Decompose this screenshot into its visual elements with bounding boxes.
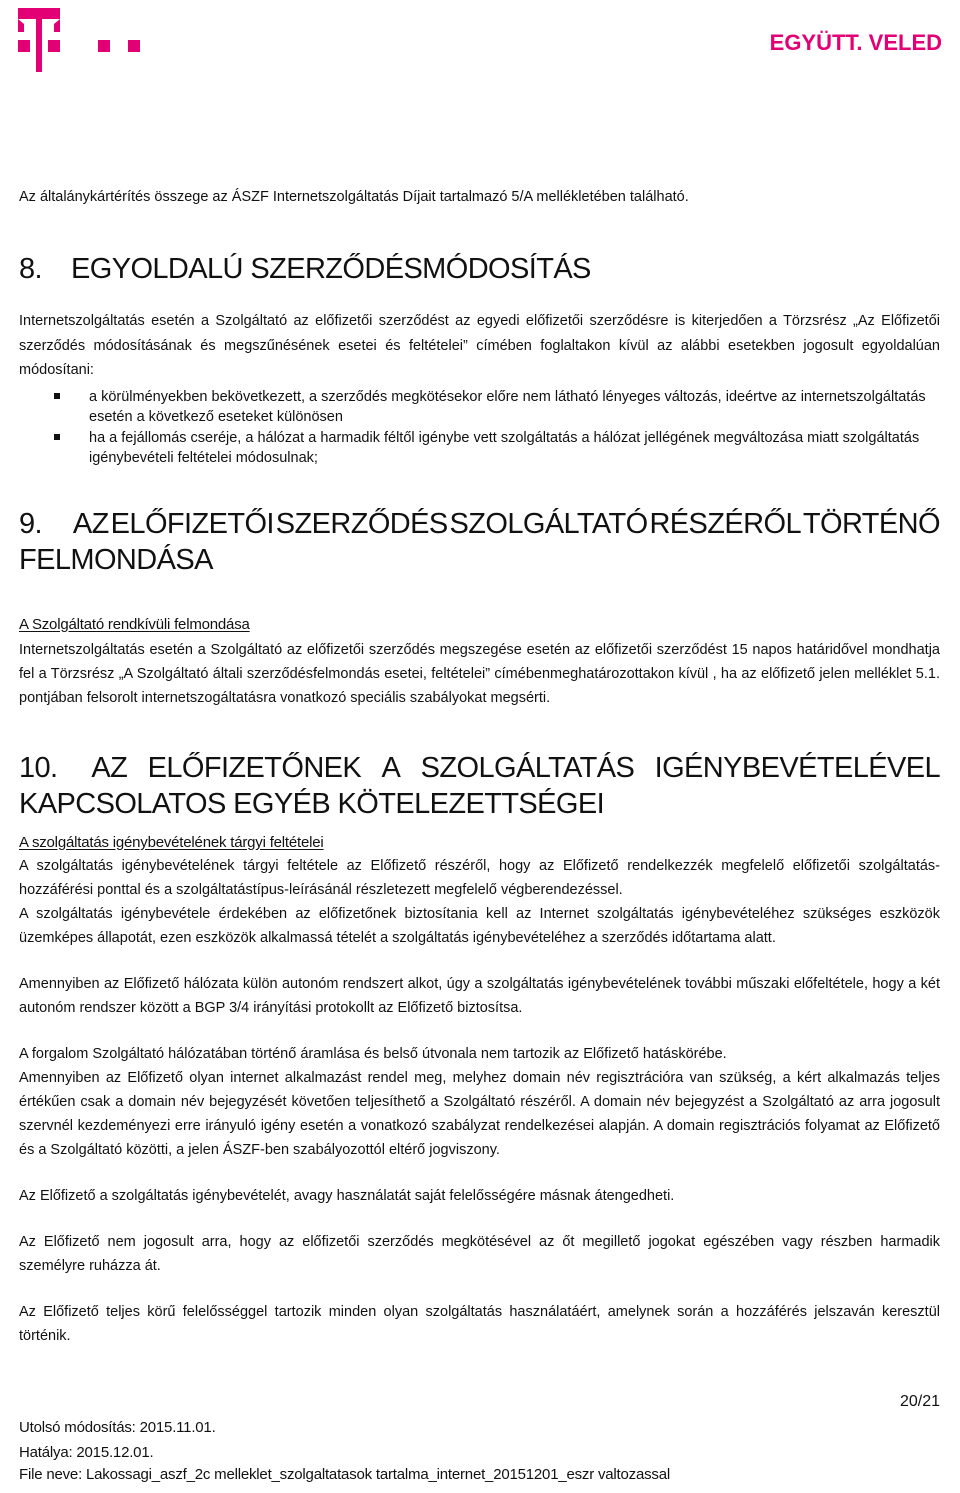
document-body (19, 185, 940, 1348)
section-10-paragraph: Az Előfizető a szolgáltatás igénybevételét, avagy használatát saját felelősségére másnak átengedheti. (19, 1187, 675, 1204)
heading-word: IGÉNYBEVÉTELÉVEL (654, 751, 940, 784)
heading-word: AZ (91, 751, 128, 784)
section-8-bullet-list (19, 387, 940, 468)
heading-word: SZOLGÁLTATÓ (449, 507, 648, 540)
heading-word: ELŐFIZETŐNEK (147, 751, 362, 784)
section-10-paragraph: Amennyiben az Előfizető olyan internet alkalmazást rendel meg, melyhez domain név regisztrációra van szükség, a kért alkalmazás teljes értékűen csak a domain név bejegyzését követően teljesíthető a Szolgáltató részéről. A domain név bejegyzést a Szolgáltató az arra jogosult szervnél kezdeményezi erre irányuló igény esetén a vonatkozó szabályzat rendelkezései alapján. A domain regisztrációs folyamat az Előfizető és a Szolgáltató közötti, a jelen ÁSZF-ben szabályozottól eltérő jogviszony. (19, 1069, 940, 1158)
intro-paragraph: Az általánykártérítés összege az ÁSZF Internetszolgáltatás Díjait tartalmazó 5/A mellékletében található. (19, 189, 689, 205)
section-9-paragraph: Internetszolgáltatás esetén a Szolgáltató az előfizetői szerződés megszegése esetén az előfizetői szerződést 15 napos határidővel mondhatja fel a Törzsrész „A Szolgáltató általi szerződésfelmondás esetei, feltételei” címébenmeghatározottakon kívül , ha az előfizető jelen melléklet 5.1. pontjában felsorolt internetszogáltatásra vonatkozó speciális szabályokat megsérti. (19, 641, 940, 706)
section-10-subheading: A szolgáltatás igénybevételének tárgyi feltételei (19, 833, 324, 851)
section-10-paragraph: Amennyiben az Előfizető hálózata külön autonóm rendszert alkot, úgy a szolgáltatás igénybevételének további műszaki előfeltétele, hogy a két autonóm rendszer között a BGP 3/4 irányítási protokollt az Előfizető biztosítsa. (19, 975, 940, 1016)
section-9-heading-line2: FELMONDÁSA (19, 543, 213, 576)
section-title: EGYOLDALÚ SZERZŐDÉSMÓDOSÍTÁS (71, 253, 591, 285)
heading-word: SZOLGÁLTATÁS (420, 751, 635, 784)
section-8-heading (19, 251, 940, 287)
section-10-heading (19, 750, 940, 786)
telekom-logo-icon (18, 8, 158, 72)
section-10 (19, 750, 940, 1348)
bullet-item: a körülményekben bekövetkezett, a szerződés megkötésekor előre nem látható lényeges változás, ideértve az internetszolgáltatás esetén a következő eseteket különösen (19, 387, 940, 427)
heading-word: AZ (72, 507, 109, 540)
bullet-item: ha a fejállomás cseréje, a hálózat a harmadik féltől igénybe vett szolgáltatás a hálózat jellégének megváltozása miatt szolgáltatás igénybevételi feltételei módosulnak; (19, 428, 940, 468)
section-10-heading-line2: KAPCSOLATOS EGYÉB KÖTELEZETTSÉGEI (19, 787, 605, 820)
section-10-paragraph: Az Előfizető nem jogosult arra, hogy az előfizetői szerződés megkötésével az őt megillető jogokat egészében vagy részben harmadik személyre ruházza át. (19, 1233, 940, 1274)
section-number: 10. (19, 751, 58, 784)
last-modified: Utolsó módosítás: 2015.11.01. (19, 1419, 216, 1436)
section-8-paragraph: Internetszolgáltatás esetén a Szolgáltató az előfizetői szerződést az egyedi előfizetői szerződésre is kiterjedően a Törzsrész „Az Előfizetői szerződés módosításának és megszűnésének esetei és feltételei” címében foglaltakon kívül az alábbi esetekben jogosult egyoldalúan módosítani: (19, 313, 940, 378)
brand-slogan: EGYÜTT. VELED (769, 30, 942, 55)
section-10-paragraph: A szolgáltatás igénybevétele érdekében az előfizetőnek biztosítania kell az Internet szolgáltatás igénybevételéhez szükséges eszközök üzemképes állapotát, ezen eszközök alkalmassá tételét a szolgáltatás igénybevételéhez a szerződés időtartama alatt. (19, 905, 940, 946)
heading-word: A (381, 751, 401, 784)
section-9-subheading: A Szolgáltató rendkívüli felmondása (19, 615, 250, 633)
heading-word: SZERZŐDÉS (275, 507, 448, 540)
section-number: 8. (19, 253, 42, 285)
section-8 (19, 251, 940, 468)
file-name: File neve: Lakossagi_aszf_2c melleklet_szolgaltatasok tartalma_internet_20151201_eszr valtozassal (19, 1466, 670, 1483)
heading-word: RÉSZÉRŐL (649, 507, 801, 540)
section-10-paragraph: A forgalom Szolgáltató hálózatában történő áramlása és belső útvonala nem tartozik az Előfizető hatáskörébe. (19, 1045, 727, 1062)
page-footer (19, 1393, 940, 1493)
page-number: 20/21 (899, 1393, 940, 1410)
section-9-heading (19, 506, 940, 542)
heading-word: ELŐFIZETŐI (110, 507, 274, 540)
section-10-paragraph: Az Előfizető teljes körű felelősséggel tartozik minden olyan szolgáltatás használatáért, amelynek során a hozzáférés jelszaván keresztül történik. (19, 1303, 940, 1344)
section-number: 9. (19, 507, 42, 540)
section-10-paragraph: A szolgáltatás igénybevételének tárgyi feltétele az Előfizető részéről, hogy az Előfizető rendelkezzék megfelelő előfizetői szolgáltatás-hozzáférési ponttal és a szolgáltatástípus-leírásánál részletezett megfelelő végberendezéssel. (19, 857, 940, 898)
section-9 (19, 506, 940, 710)
effective-date: Hatálya: 2015.12.01. (19, 1444, 154, 1461)
heading-word: TÖRTÉNŐ (802, 507, 940, 540)
